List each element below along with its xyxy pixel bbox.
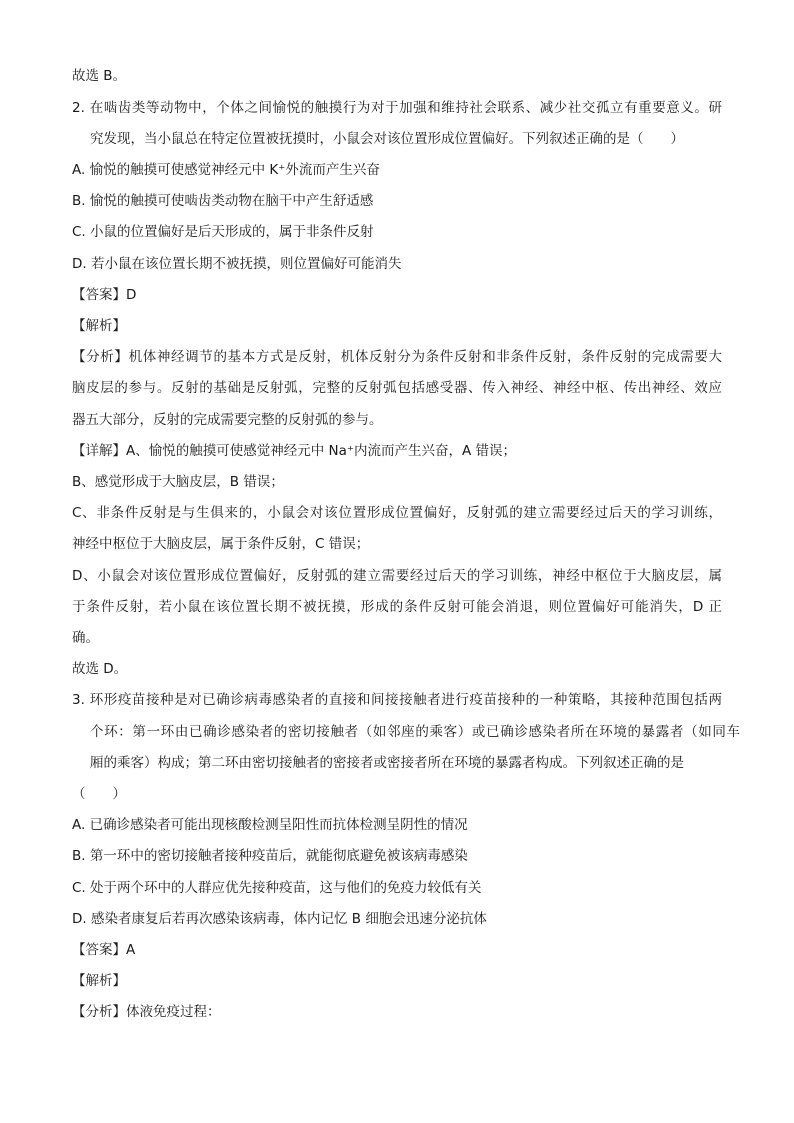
question-3-stem: 3. 环形疫苗接种是对已确诊病毒感染者的直接和间接接触者进行疫苗接种的一种策略，其接种范围包括两 [72, 692, 722, 708]
option-a: A. 已确诊感染者可能出现核酸检测呈阳性而抗体检测呈阴性的情况 [72, 817, 468, 833]
option-a: A. 愉悦的触摸可使感觉神经元中 K⁺外流而产生兴奋 [72, 162, 380, 178]
analysis-text: 【分析】体液免疫过程： [72, 1004, 221, 1020]
option-b: B. 愉悦的触摸可使啮齿类动物在脑干中产生舒适感 [72, 193, 374, 209]
option-c: C. 处于两个环中的人群应优先接种疫苗，这与他们的免疫力较低有关 [72, 880, 482, 896]
option-d: D. 若小鼠在该位置长期不被抚摸，则位置偏好可能消失 [72, 256, 402, 272]
question-2-stem: 2. 在啮齿类等动物中，个体之间愉悦的触摸行为对于加强和维持社会联系、减少社交孤立有重要意义。研 [72, 100, 722, 116]
answer-label: 【答案】A [72, 942, 136, 958]
detail-text: D、小鼠会对该位置形成位置偏好，反射弧的建立需要经过后天的学习训练，神经中枢位于大脑皮层，属 [72, 568, 722, 584]
question-2-stem-cont: 究发现，当小鼠总在特定位置被抚摸时，小鼠会对该位置形成位置偏好。下列叙述正确的是（ ） [90, 131, 684, 147]
detail-text: C、非条件反射是与生俱来的，小鼠会对该位置形成位置偏好，反射弧的建立需要经过后天的学习训练， [72, 505, 722, 521]
option-d: D. 感染者康复后若再次感染该病毒，体内记忆 B 细胞会迅速分泌抗体 [72, 911, 487, 927]
option-c: C. 小鼠的位置偏好是后天形成的，属于非条件反射 [72, 224, 374, 240]
answer-label: 【答案】D [72, 287, 137, 303]
detail-text: B、感觉形成于大脑皮层，B 错误； [72, 474, 284, 490]
detail-text: 【详解】A、愉悦的触摸可使感觉神经元中 Na⁺内流而产生兴奋，A 错误； [72, 443, 517, 459]
text-line: 故选 D。 [72, 661, 128, 677]
detail-text: 确。 [72, 630, 99, 646]
text-line: 故选 B。 [72, 68, 127, 84]
analysis-label: 【解析】 [72, 973, 126, 989]
detail-text: 于条件反射，若小鼠在该位置长期不被抚摸，形成的条件反射可能会消退，则位置偏好可能消失，D 正 [72, 599, 722, 615]
question-3-bracket: （ ） [72, 786, 126, 802]
analysis-text: 脑皮层的参与。反射的基础是反射弧，完整的反射弧包括感受器、传入神经、神经中枢、传出神经、效应 [72, 380, 722, 396]
analysis-text: 【分析】机体神经调节的基本方式是反射，机体反射分为条件反射和非条件反射，条件反射的完成需要大 [72, 349, 722, 365]
question-3-stem-cont: 个环：第一环由已确诊感染者的密切接触者（如邻座的乘客）或已确诊感染者所在环境的暴露者（如同车 [90, 724, 740, 740]
detail-text: 神经中枢位于大脑皮层，属于条件反射，C 错误； [72, 536, 370, 552]
analysis-text: 器五大部分，反射的完成需要完整的反射弧的参与。 [72, 412, 383, 428]
question-3-stem-cont: 厢的乘客）构成；第二环由密切接触者的密接者或密接者所在环境的暴露者构成。下列叙述正确的是 [90, 755, 684, 771]
analysis-label: 【解析】 [72, 318, 126, 334]
option-b: B. 第一环中的密切接触者接种疫苗后，就能彻底避免被该病毒感染 [72, 848, 468, 864]
